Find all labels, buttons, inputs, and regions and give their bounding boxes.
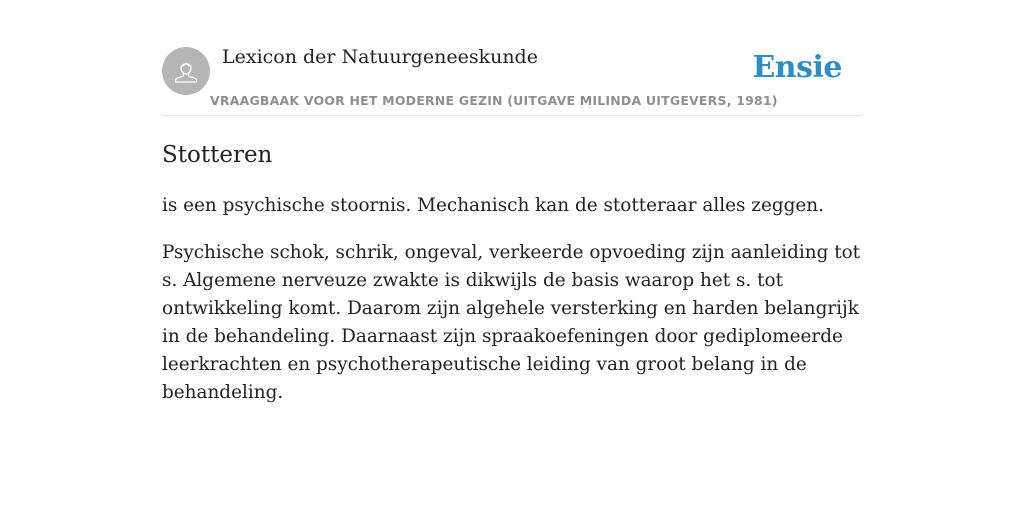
- definition-card: [162, 44, 862, 407]
- article-title: Stotteren: [162, 142, 273, 168]
- author-name[interactable]: Lexicon der Natuurgeneeskunde: [222, 46, 538, 68]
- source-title[interactable]: VRAAGBAAK VOOR HET MODERNE GEZIN (UITGAVE MILINDA UITGEVERS, 1981): [210, 93, 778, 108]
- card-header: [162, 44, 862, 116]
- article-paragraph: is een psychische stoornis. Mechanisch kan de stotteraar alles zeggen.: [162, 195, 824, 216]
- brand-logo[interactable]: Ensie: [752, 50, 842, 85]
- user-icon: [171, 56, 201, 86]
- avatar[interactable]: [162, 47, 210, 95]
- article-paragraph: Psychische schok, schrik, ongeval, verkeerde opvoeding zijn aanleiding tot s. Algemene nerveuze zwakte is dikwijls de basis waarop het s. tot ontwikkeling komt. Daarom zijn algehele versterking en harden belangrijk in de behandeling. Daarnaast zijn spraakoefeningen door gediplomeerde leerkrachten en psychotherapeutische leiding van groot belang in de behandeling.: [162, 242, 861, 403]
